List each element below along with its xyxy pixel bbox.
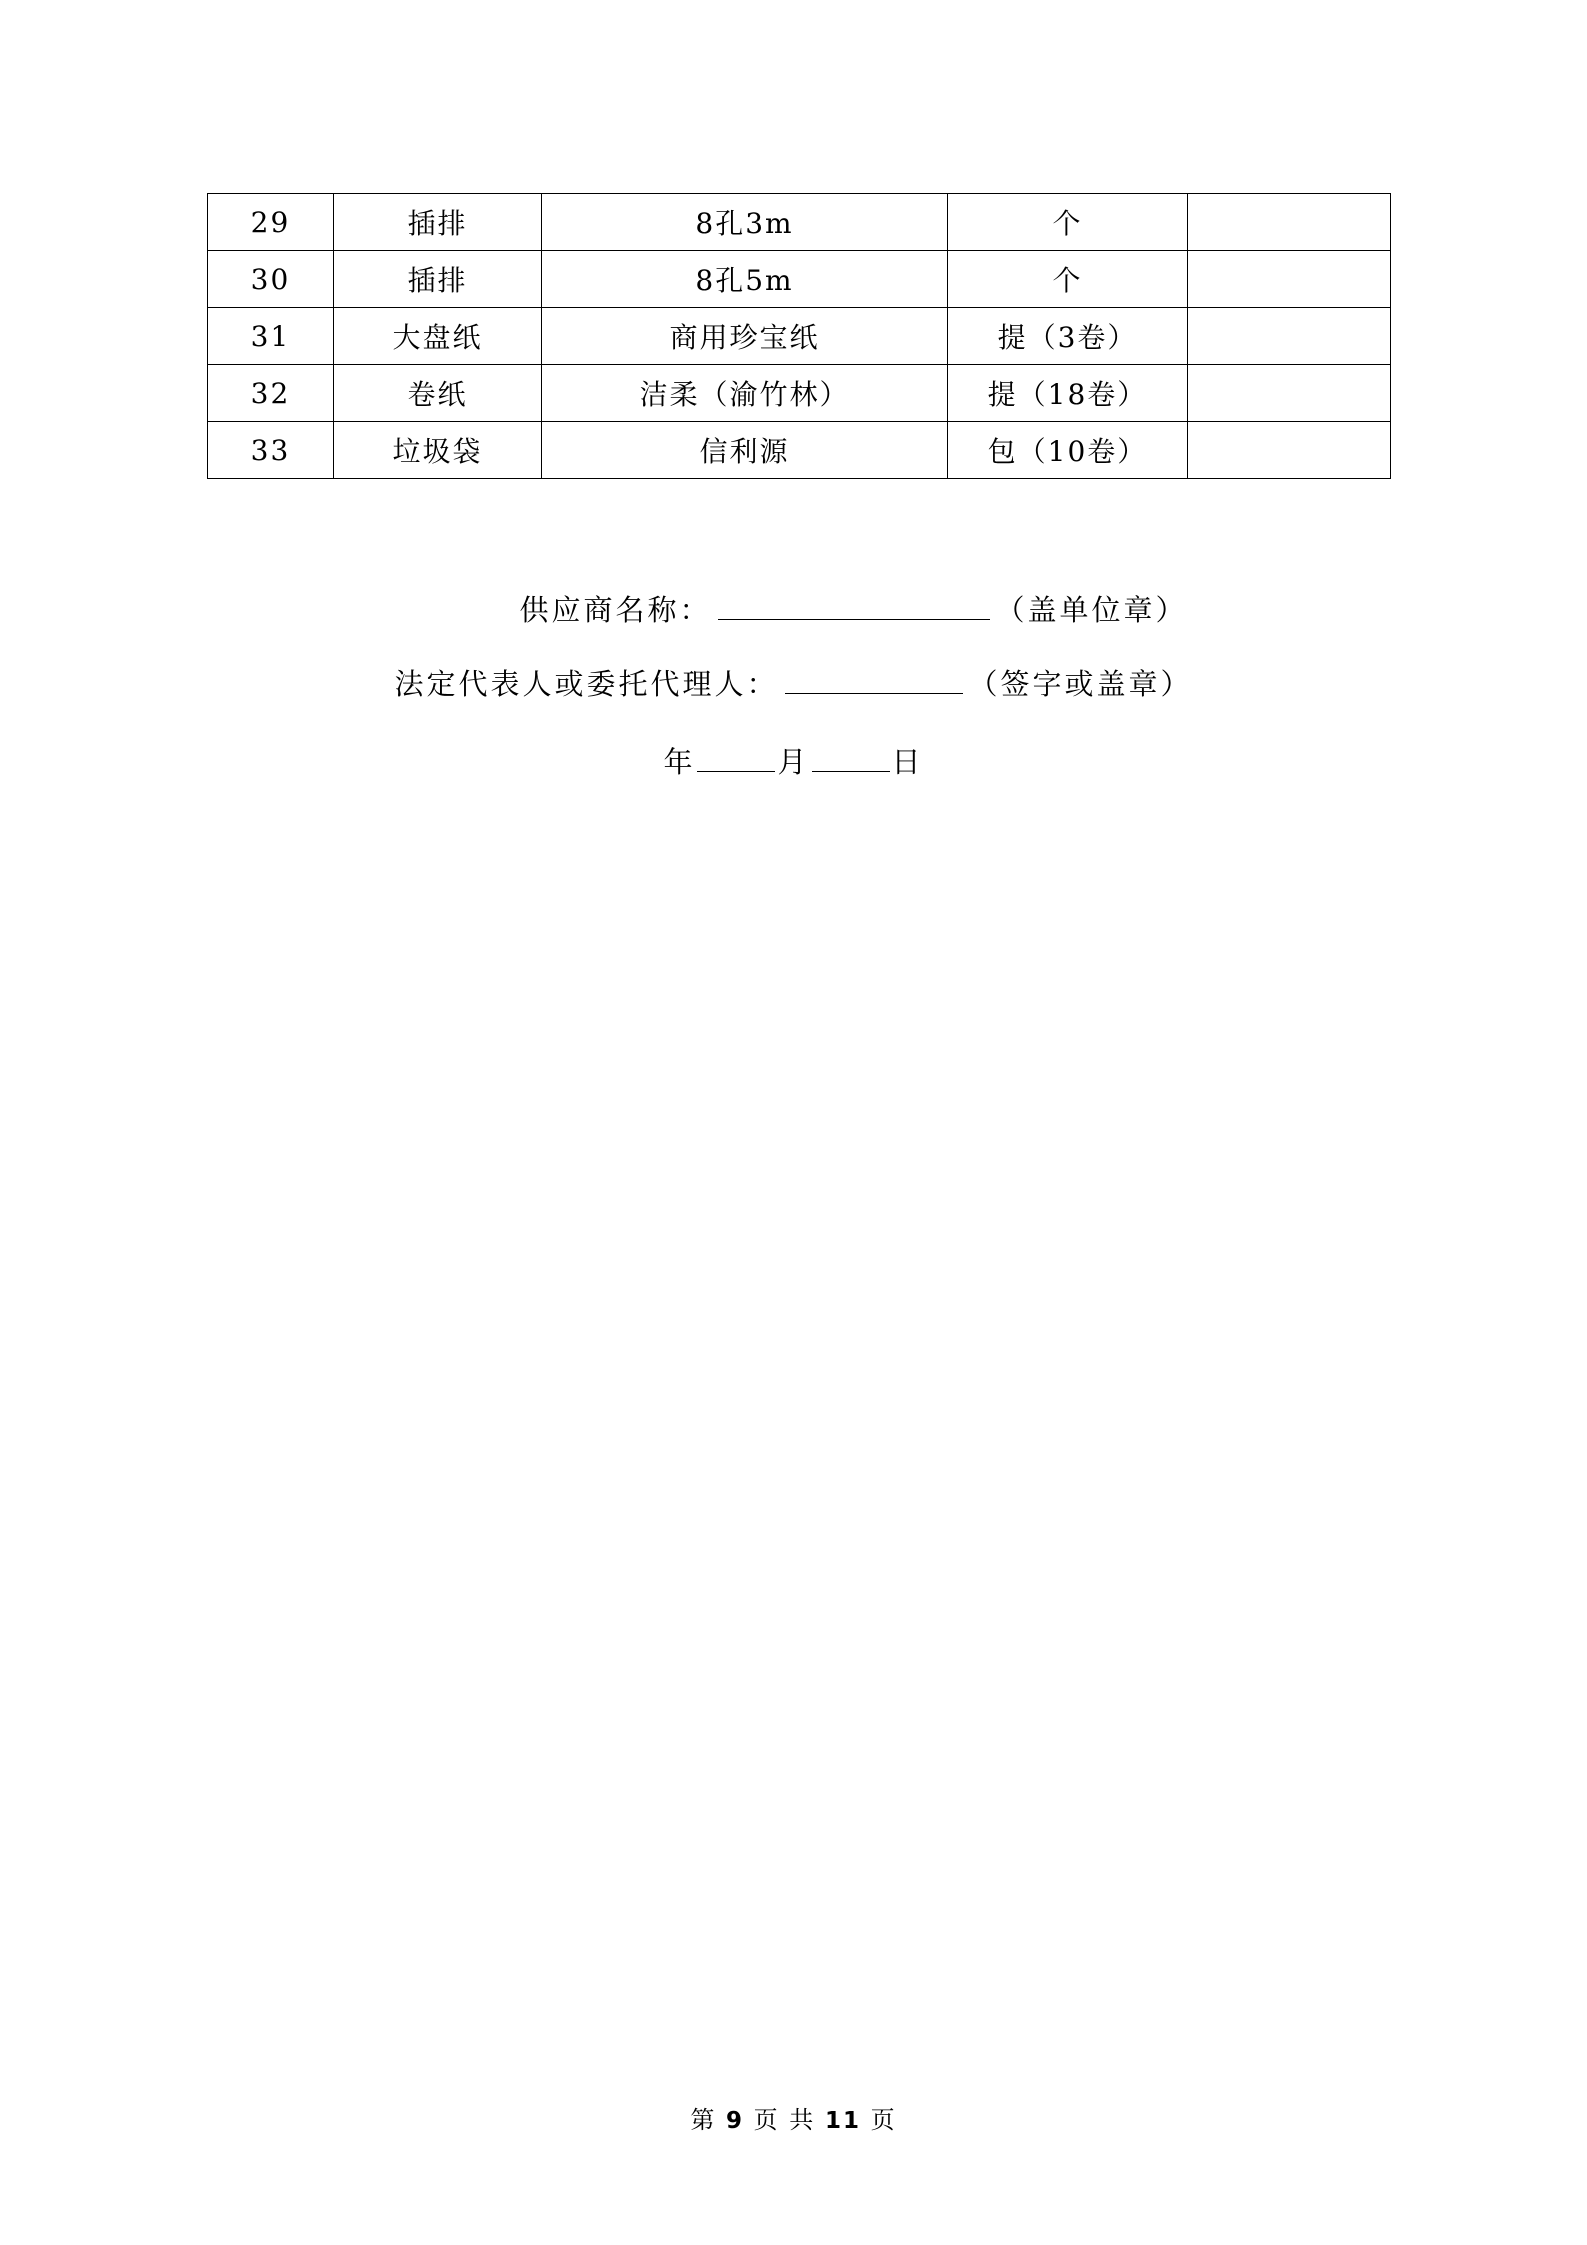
cell-name: 大盘纸 <box>334 308 542 365</box>
cell-no: 33 <box>208 422 334 479</box>
cell-name: 垃圾袋 <box>334 422 542 479</box>
cell-unit: 个 <box>948 251 1188 308</box>
current-page-number: 9 <box>726 2108 745 2134</box>
month-blank[interactable] <box>697 745 775 772</box>
cell-note <box>1188 422 1391 479</box>
representative-blank[interactable] <box>785 667 963 694</box>
table-row <box>208 251 1391 308</box>
cell-name: 插排 <box>334 251 542 308</box>
supplier-name-label: 供应商名称： <box>519 593 712 627</box>
supplier-stamp-note: （盖单位章） <box>995 593 1188 627</box>
cell-spec: 8孔3m <box>542 194 948 251</box>
cell-unit: 包（10卷） <box>948 422 1188 479</box>
representative-line <box>0 662 1587 703</box>
supplier-name-line <box>60 588 1587 629</box>
cell-note <box>1188 365 1391 422</box>
representative-label: 法定代表人或委托代理人： <box>394 667 779 701</box>
footer-prefix: 第 <box>690 2106 717 2134</box>
cell-no: 32 <box>208 365 334 422</box>
cell-note <box>1188 308 1391 365</box>
cell-no: 31 <box>208 308 334 365</box>
table-row <box>208 365 1391 422</box>
items-table <box>207 193 1391 479</box>
cell-no: 30 <box>208 251 334 308</box>
month-label: 月 <box>777 745 810 779</box>
cell-name: 卷纸 <box>334 365 542 422</box>
page-footer <box>0 2100 1587 2135</box>
date-line <box>0 740 1587 781</box>
cell-spec: 商用珍宝纸 <box>542 308 948 365</box>
year-label: 年 <box>663 745 696 779</box>
table-row <box>208 194 1391 251</box>
cell-name: 插排 <box>334 194 542 251</box>
footer-mid: 页 共 <box>753 2106 816 2134</box>
cell-unit: 提（18卷） <box>948 365 1188 422</box>
cell-note <box>1188 251 1391 308</box>
table-row <box>208 308 1391 365</box>
cell-unit: 提（3卷） <box>948 308 1188 365</box>
supplier-name-blank[interactable] <box>718 593 990 620</box>
cell-spec: 8孔5m <box>542 251 948 308</box>
total-pages-number: 11 <box>824 2108 861 2134</box>
cell-unit: 个 <box>948 194 1188 251</box>
cell-no: 29 <box>208 194 334 251</box>
cell-spec: 信利源 <box>542 422 948 479</box>
day-label: 日 <box>891 745 924 779</box>
footer-suffix: 页 <box>870 2106 897 2134</box>
day-blank[interactable] <box>812 745 890 772</box>
cell-note <box>1188 194 1391 251</box>
representative-sign-note: （签字或盖章） <box>968 667 1193 701</box>
table-row <box>208 422 1391 479</box>
cell-spec: 洁柔（渝竹林） <box>542 365 948 422</box>
